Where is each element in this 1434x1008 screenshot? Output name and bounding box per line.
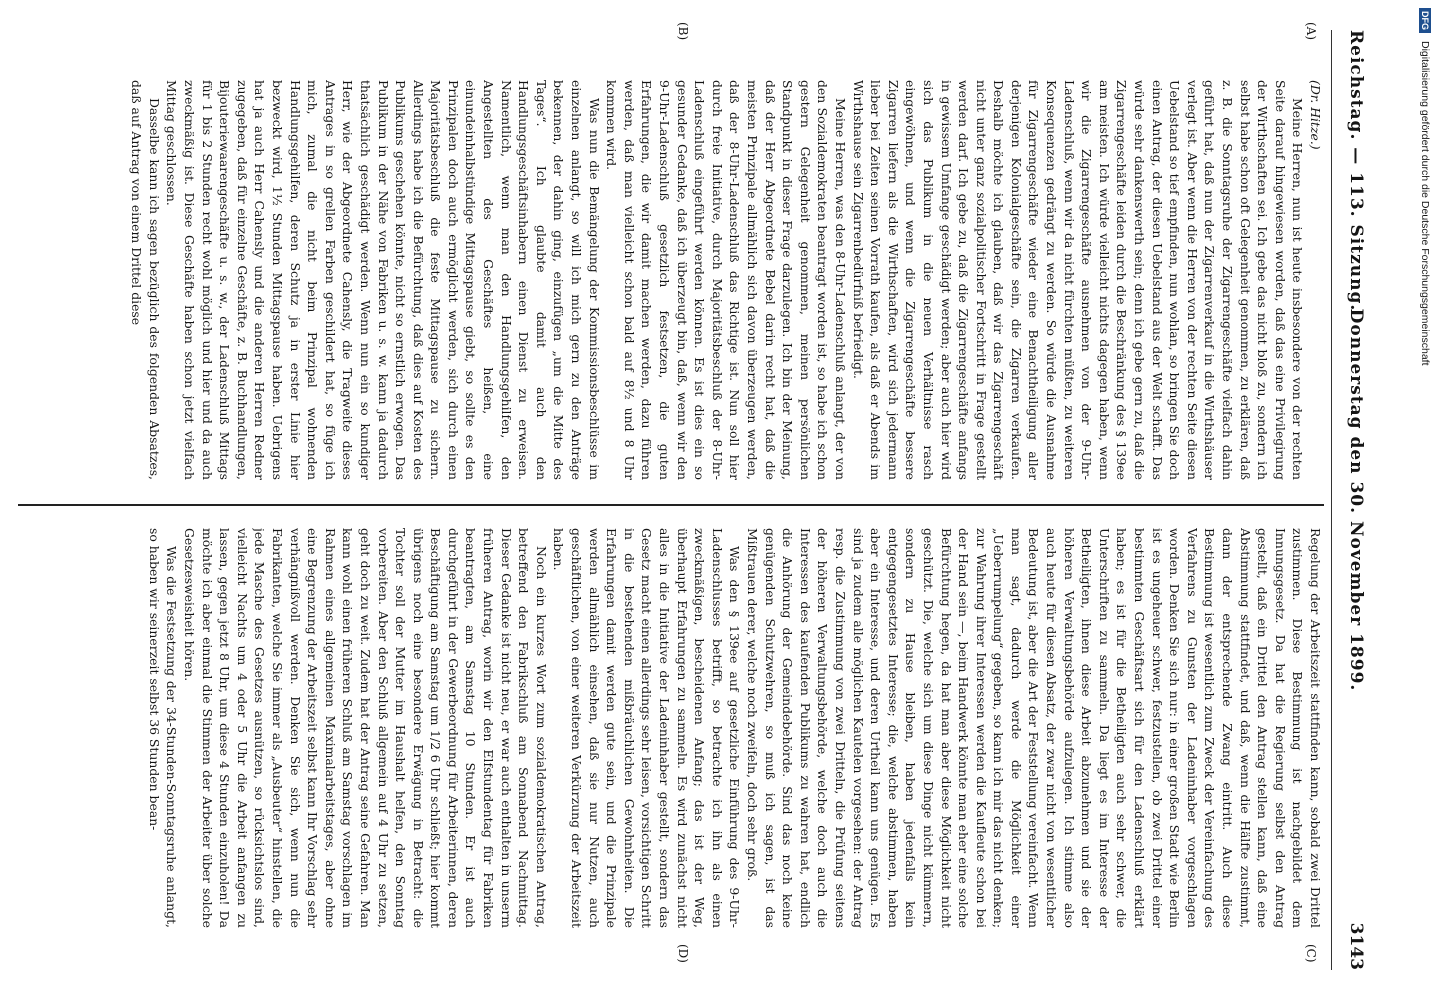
paragraph: Noch ein kurzes Wort zum sozialdemokratischen Antrag, betreffend den Fabrikschluß am Sonnabend Nachmittag. Dieser Gedanke ist nicht neu, er war auch enthalten in unserm früheren Antrag, worin wir den Elfstundentag für Fabriken beantragten, am Samstag 10 Stunden. Er ist auch durchgeführt in der Gewerbeordnung für Arbeiterinnen, deren Beschäftigung am Samstag um 1/2 6 Uhr schließt; hier kommt übrigens noch eine besondere Erwägung in Betracht: die Tochter soll der Mutter im Haushalt helfen, den Sonntag vorbereiten. Aber den Schluß allgemein auf 4 Uhr zu setzen, geht doch zu weit. Zudem hat der Antrag seine Gefahren. Man kann wohl einen früheren Schluß am Samstag vorschlagen im Rahmen eines allgemeinen Maximalarbeitstages, aber ohne eine Begrenzung der Arbeitszeit selbst kann Ihr Vorschlag sehr verhängnißvoll werden. Denken Sie sich, wenn nun die Fabrikanten, welche Sie immer als „Ausbeuter“ hinstellen, die jede Masche des Gesetzes ausnützen, so rücksichtslos sind, vielleicht Nachts um 4 oder 5 Uhr die Arbeit anfangen zu lassen, gegen jetzt 8 Uhr, um diese 4 Stunden einzuholen! Da möchte ich aber einmal die Stimmen der Arbeiter über solche Gesetzesweisheit hören.: [182, 528, 549, 928]
page-number: 3143: [1346, 922, 1366, 970]
paragraph: Was den § 139ee auf gesetzliche Einführung des 9-Uhr-Ladenschlusses betrifft, so betrachte ich ihn als einen zweckmäßigen, bescheidenen Anfang; das ist der Weg, überhaupt Erfahrungen zu sammeln. Es wird zunächst nicht alles in die Initiative der Ladeninhaber gestellt, sondern das Gesetz macht einen allerdings sehr leisen, vorsichtigen Schritt in die bestehenden mißbräuchlichen Gewohnheiten. Die Erfahrungen damit werden gute sein, und die Prinzipale werden allmählich einsehen, daß sie nur Nutzen, auch geschäftlichen, von einer weiteren Verkürzung der Arbeitszeit haben.: [551, 528, 743, 928]
left-column: [18, 80, 1324, 480]
page-header: [1332, 30, 1382, 970]
dfg-logo: DFG: [1419, 8, 1431, 33]
funding-note: [1412, 0, 1434, 1000]
paragraph: Was nun die Bemängelung der Kommissionsbeschlüsse im einzelnen anlangt, so will ich mich gern zu den Anträge bekennen, der dahin ging, einzufügen „um die Mitte des Tages“. Ich glaubte damit auch den Handlungsgeschäftsinhabern einen Dienst zu erweisen. Namentlich, wenn man den Handlungsgehilfen, den Angestellten des Geschäftes heißen, eine einundeinhalbstündige Mittagspause giebt, so sollte es den Prinzipalen doch auch ermöglicht werden, sich durch einen Majoritätsbeschluß die feste Mittagspause zu sichern. Allerdings habe ich die Befürchtung, daß dies auf Kosten des Publikums geschehen könnte, nicht so ernstlich erwogen. Das Publikum in der Nähe von Fabriken u. s. w. kann ja dadurch thatsächlich geschädigt werden. Wenn nun ein so kundiger Herr, wie der Abgeordnete Cahensly, die Tragweite dieses Antrages in so grellen Farben geschildert hat, so füge ich mich, zumal die nicht beim Prinzipal wohnenden Handlungsgehilfen, deren Schutz ja in erster Linie hier bezweckt wird, 1½ Stunden Mittagspause haben. Uebrigens hat ja auch Herr Cahensly und die anderen Herren Redner zugegeben, daß für einzelne Geschäfte, z. B. Buchhandlungen, Bijouteriewaarengeschäfte u. s. w., der Ladenschluß Mittags für 1 bis 2 Stunden recht wohl möglich und hier und da auch zweckmäßig ist. Diese Geschäfte haben schon jetzt vielfach Mittag geschlossen.: [164, 80, 602, 480]
column-divider: [18, 504, 1324, 506]
paragraph: Regelung der Arbeitszeit stattfinden kann, sobald zwei Drittel zustimmen. Diese Bestimmung ist nachgebildet dem Innungsgesetz. Da hat die Regierung selbst den Antrag gestellt, daß ein Drittel den Antrag stellen kann, daß eine Abstimmung stattfindet, und daß, wenn die Hälfte zustimmt, dann der entsprechende Zwang eintritt. Auch diese Bestimmung ist wesentlich zum Zweck der Vereinfachung des Verfahrens zu Gunsten der Ladeninhaber vorgeschlagen worden. Denken Sie sich nur: in einer großen Stadt wie Berlin ist es ungeheuer schwer, festzustellen, ob zwei Drittel einer bestimmten Geschäftsart sich für den Ladenschluß erklärt haben; es ist für die Betheiligten auch sehr schwer, die Unterschriften zu sammeln. Da liegt es im Interesse der Betheiligten, ihnen diese Arbeit abzunehmen und sie der höheren Verwaltungsbehörde aufzulegen. Ich stimme also auch heute für diesen Absatz, der zwar nicht von wesentlicher Bedeutung ist, aber die Art der Feststellung vereinfacht. Wenn man sagt, dadurch werde die Möglichkeit einer „Ueberrumpelung“ gegeben, so kann ich mir das nicht denken; zur Wahrung ihrer Interessen werden die Kaufleute schon bei der Hand sein —, beim Handwerk könnte man eher eine solche Befürchtung hegen, da hat man aber diese Möglichkeit nicht geschützt. Die, welche sich um diese Dinge nicht kümmern, sondern zu Hause bleiben, haben jedenfalls kein entgegengesetztes Interesse; die, welche abstimmen, haben aber ein Interesse, und deren Urtheil kann uns genügen. Es sind ja zudem alle möglichen Kautelen vorgesehen: der Antrag resp. die Zustimmung von zwei Dritteln, die Prüfung seitens der höheren Verwaltungsbehörde, welche doch auch die Interessen des kaufenden Publikums zu wahren hat, endlich die Anhörung der Gemeindebehörde. Sind das noch keine genügenden Schutzwehren, so muß ich sagen, ist das Mißtrauen derer, welche noch zweifeln, doch sehr groß.: [745, 528, 1323, 928]
header-date: Donnerstag den 30. November 1899.: [1346, 308, 1366, 692]
paragraph: Meine Herren, was den 8-Uhr-Ladenschluß anlangt, der von den Sozialdemokraten beantragt worden ist, so habe ich schon gestern Gelegenheit genommen, meinen persönlichen Standpunkt in dieser Frage darzulegen. Ich bin der Meinung, daß der Herr Abgeordnete Bebel darin recht hat, daß die meisten Prinzipale allmählich sich davon überzeugen werden, daß der 8-Uhr-Ladenschluß das Richtige ist. Nun soll hier durch freie Initiative, durch Majoritätsbeschluß der 8-Uhr-Ladenschluß eingeführt werden können. Es ist dies ein so gesunder Gedanke, daß ich überzeugt bin, daß, wenn wir den 9-Uhr-Ladenschluß gesetzlich festsetzen, die guten Erfahrungen, die wir damit machen werden, dazu führen werden, daß man vielleicht schon bald auf 8½ und 8 Uhr kommen wird.: [604, 80, 848, 480]
margin-letter-c: (C): [1304, 944, 1318, 963]
header-rule: [1331, 30, 1332, 970]
margin-letter-d: (D): [676, 944, 690, 963]
margin-letter-a: (A): [1304, 22, 1318, 41]
right-column: [18, 528, 1324, 928]
speaker-label: (Dr. Hitze.): [1308, 80, 1323, 150]
paragraph: Dasselbe kann ich sagen bezüglich des folgenden Absatzes, daß auf Antrag von einem Drittel diese: [129, 80, 162, 480]
paragraph: Was die Festsetzung der 34-Stunden-Sonntagsruhe anlangt, so haben wir seinerzeit selbst 36 Stunden bean-: [146, 528, 180, 928]
margin-letter-b: (B): [676, 22, 690, 41]
funding-text: Digitalisierung gefördert durch die Deutsche Forschungsgemeinschaft: [1419, 41, 1431, 366]
paragraph: Meine Herren, nun ist heute insbesondere von der rechten Seite darauf hingewiesen worden, daß das eine Privilegirung der Wirthschaften sei. Ich gebe das nicht bloß zu, sondern ich selbst habe schon oft Gelegenheit genommen, zu erklären, daß z. B. die Sonntagsruhe der Zigarrengeschäfte vielfach dahin geführt hat, daß nun der Zigarrenverkauf in die Wirthshäuser verlegt ist. Aber wenn die Herren von der rechten Seite diesen Uebelstand so tief empfinden, nun wohlan, so bringen Sie doch einen Antrag, der diesen Uebelstand aus der Welt schafft. Das würde sehr dankenswerth sein; denn ich gebe gern zu, daß die Zigarrengeschäfte leiden durch die Beschränkung des § 139ee am meisten. Ich würde vielleicht nichts dagegen haben, wenn wir die Zigarrengeschäfte ausnehmen von der 9-Uhr-Ladenschluß, wenn wir da nicht fürchten müßten, zu weiteren Konsequenzen gedrängt zu werden. So würde die Ausnahme für Zigarrengeschäfte wieder eine Benachtheiligung aller derjenigen Kolonialgeschäfte sein, die Zigarren verkaufen. Deshalb möchte ich glauben, daß wir das Zigarrengeschäft nicht unter ganz sozialpolitischer Fortschritt in Frage gestellt werden darf. Ich gebe zu, daß die Zigarrengeschäfte anfangs in gewissem Umfange geschädigt werden; aber auch hier wird sich das Publikum in die neuen Verhältnisse rasch eingewöhnen, und wenn die Zigarrengeschäfte bessere Zigarren liefern als die Wirthschaften, wird sich jedermann lieber bei Zeiten seinen Vorrath kaufen, als daß er Abends im Wirthshause sein Zigarrenbedürfniß befriedigt.: [850, 80, 1306, 480]
header-session: Reichstag. — 113. Sitzung.: [1346, 30, 1366, 312]
